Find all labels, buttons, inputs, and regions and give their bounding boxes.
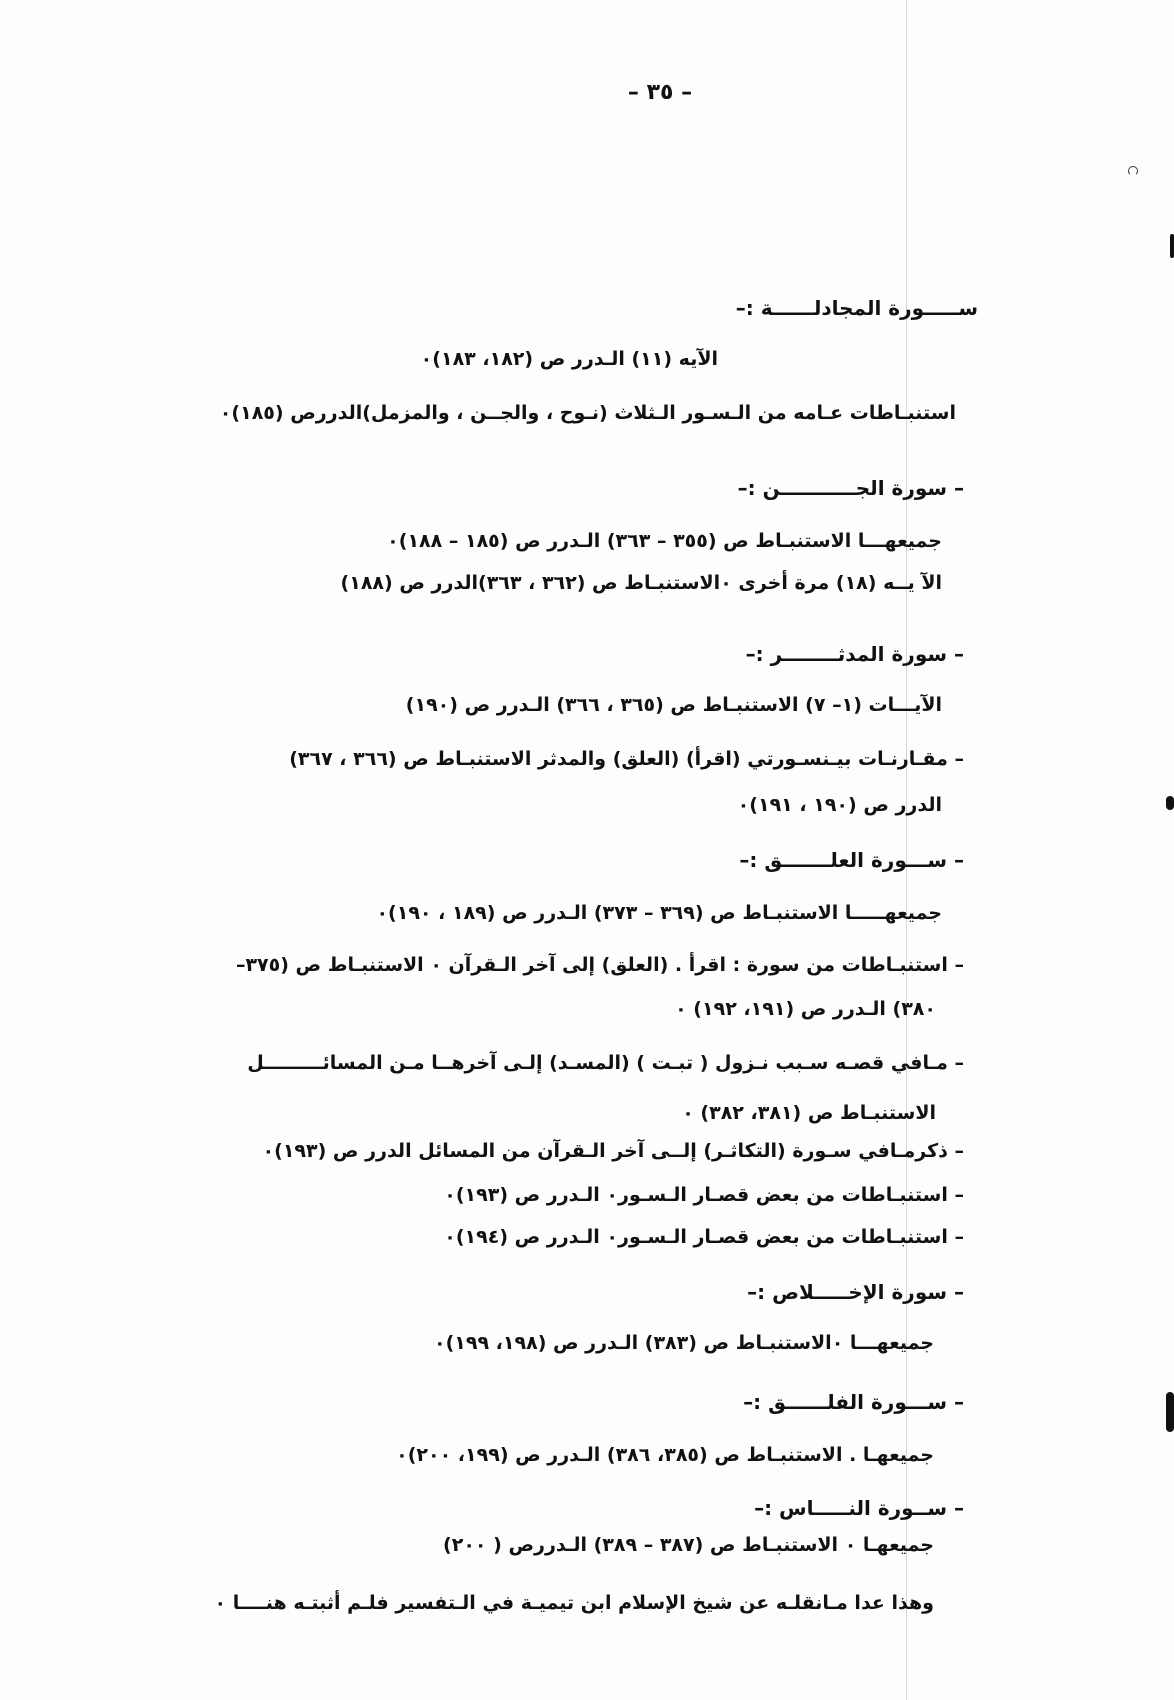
entry-line: جميعهـــــا الاستنبـاط ص (٣٦٩ – ٣٧٣) الـدرر ص (١٨٩ ، ١٩٠)٠ [376, 902, 942, 924]
surah-heading-muddaththir: – سورة المدثــــــــر :– [745, 642, 964, 666]
entry-line: الدرر ص (١٩٠ ، ١٩١)٠ [737, 794, 942, 816]
surah-heading-ikhlas: – سورة الإخـــــلاص :– [747, 1280, 964, 1304]
entry-line: جميعهـا ٠ الاستنبـاط ص (٣٨٧ – ٣٨٩) الـدررص ( ٢٠٠) [443, 1534, 934, 1556]
entry-line: – استنبـاطات من بعض قصـار الـسـور٠ الـدرر ص (١٩٣)٠ [444, 1184, 964, 1206]
margin-mark [1166, 1392, 1174, 1432]
margin-mark [1170, 234, 1174, 258]
entry-line: جميعهـــا الاستنبـاط ص (٣٥٥ – ٣٦٣) الـدرر ص (١٨٥ – ١٨٨)٠ [387, 530, 942, 552]
surah-heading-mujadala: ســـــورة المجادلــــــة :– [735, 296, 978, 320]
entry-line: الاستنبـاط ص (٣٨١، ٣٨٢) ٠ [682, 1102, 936, 1124]
entry-line: – مـافي قصـه سـبب نـزول ( تبـت ) (المسـد) إلـى آخرهــا مـن المسائـــــــــل [247, 1052, 964, 1074]
closing-note: وهذا عدا مـانقلـه عن شيخ الإسلام ابن تيميـة في الـتفسير فلـم أثبتـه هنــــا ٠ [214, 1592, 934, 1614]
margin-mark [1166, 796, 1174, 810]
entry-line: الآ يــه (١٨) مرة أخرى ٠الاستنبـاط ص (٣٦٢ ، ٣٦٣)الدرر ص (١٨٨) [340, 572, 942, 594]
surah-heading-falaq: – ســـورة الفلــــــق :– [743, 1390, 964, 1414]
surah-heading-nas: – ســورة النـــــاس :– [754, 1496, 964, 1520]
entry-line: – استنبـاطات من بعض قصـار الـسـور٠ الـدرر ص (١٩٤)٠ [444, 1226, 964, 1248]
entry-line: – ذكرمـافي سـورة (التكاثـر) إلــى آخر الـقرآن من المسائل الدرر ص (١٩٣)٠ [262, 1140, 964, 1162]
page-number: – ٣٥ – [627, 80, 693, 105]
entry-line: جميعهـــا ٠الاستنبـاط ص (٣٨٣) الـدرر ص (١٩٨، ١٩٩)٠ [433, 1332, 934, 1354]
entry-line: الآيه (١١) الـدرر ص (١٨٢، ١٨٣)٠ [420, 348, 718, 370]
entry-line: – استنبـاطات من سورة : اقرأ . (العلق) إلى آخر الـقرآن ٠ الاستنبـاط ص (٣٧٥– [235, 954, 964, 976]
margin-mark [1128, 166, 1138, 176]
surah-heading-jinn: – سورة الجـــــــــــن :– [737, 476, 964, 500]
entry-line: استنبـاطات عـامه من الـسـور الـثلاث (نـوح ، والجــن ، والمزمل)الدررص (١٨٥)٠ [219, 402, 956, 424]
entry-line: جميعهـا . الاستنبـاط ص (٣٨٥، ٣٨٦) الـدرر ص (١٩٩، ٢٠٠)٠ [396, 1444, 934, 1466]
entry-line: الآيـــات (١– ٧) الاستنبـاط ص (٣٦٥ ، ٣٦٦) الـدرر ص (١٩٠) [405, 694, 942, 716]
entry-line: – مقـارنـات بيـنسـورتي (اقرأ) (العلق) والمدثر الاستنبـاط ص (٣٦٦ ، ٣٦٧) [289, 748, 964, 770]
surah-heading-alaq: – ســـورة العلـــــــق :– [739, 848, 964, 872]
entry-line: ٣٨٠) الـدرر ص (١٩١، ١٩٢) ٠ [675, 998, 936, 1020]
